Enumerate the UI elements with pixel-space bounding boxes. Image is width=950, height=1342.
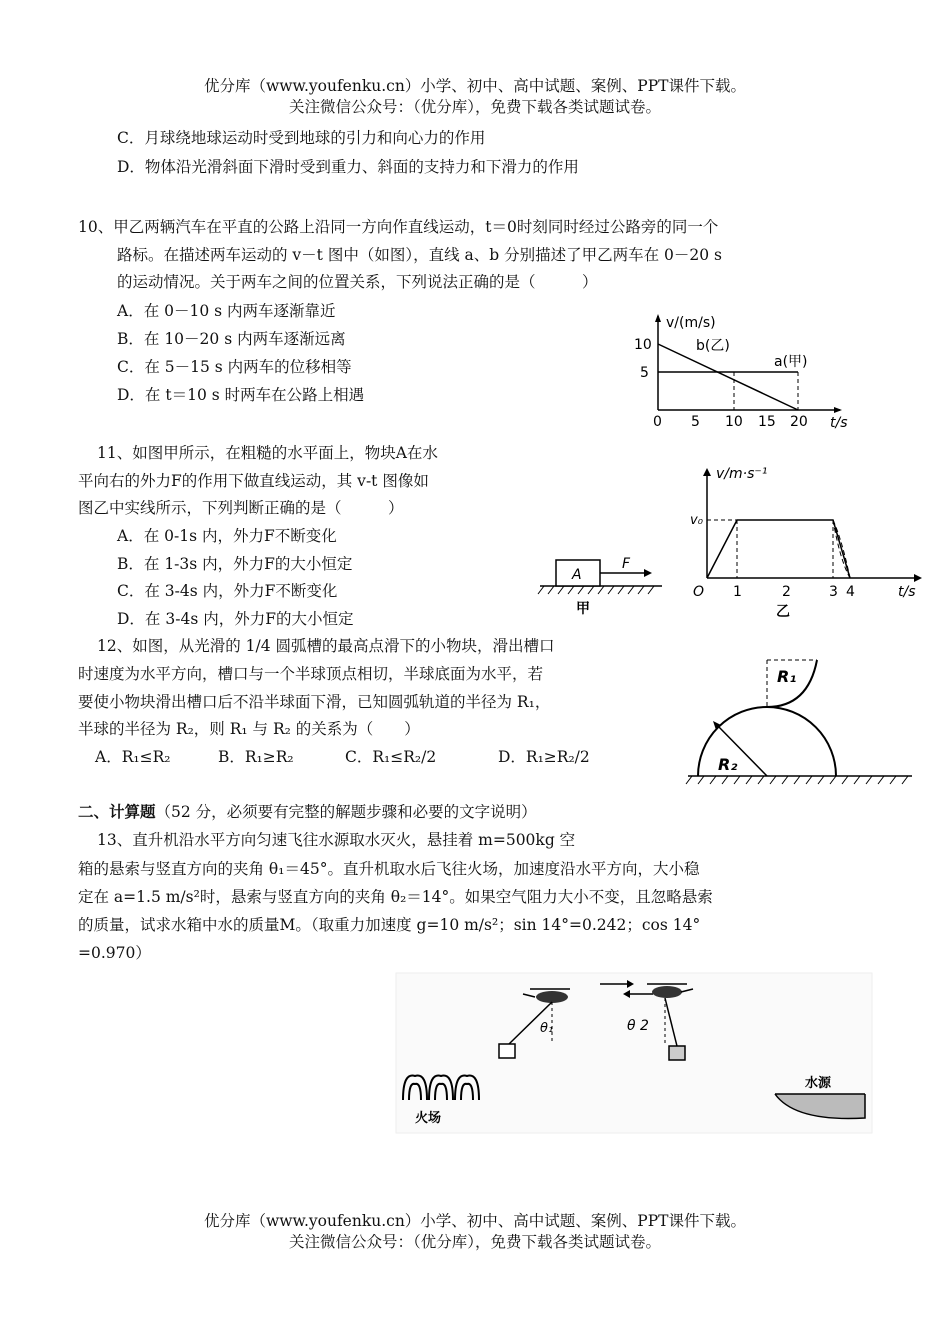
figure-jia-caption: 甲 <box>576 601 590 617</box>
q13-figure <box>395 972 875 1140</box>
q10-option-c: C．在 5－15 s 内两车的位移相等 <box>117 358 352 376</box>
q10-option-a: A．在 0－10 s 内两车逐渐靠近 <box>117 302 336 320</box>
q11-stem-line-2: 平向右的外力F的作用下做直线运动，其 v-t 图像如 <box>78 472 429 490</box>
empty-box <box>499 1044 515 1058</box>
label-r2: R₂ <box>718 755 738 774</box>
q12-stem-line-4: 半球的半径为 R₂，则 R₁ 与 R₂ 的关系为（ ） <box>78 720 420 738</box>
q12-option-d: D．R₁≥R₂/2 <box>498 748 590 766</box>
q11-option-b: B．在 1-3s 内，外力F的大小恒定 <box>117 555 353 573</box>
q10-ytick-10: 10 <box>634 337 652 353</box>
q9-option-d: D．物体沿光滑斜面下滑时受到重力、斜面的支持力和下滑力的作用 <box>117 158 579 176</box>
q10-xlabel: t/s <box>830 415 848 431</box>
block-a-label: A <box>572 567 582 583</box>
q10-label-b: b(乙) <box>696 338 730 354</box>
q11-xtick-o: O <box>693 584 705 600</box>
label-r1: R₁ <box>777 667 797 686</box>
q11-figure-yi <box>690 460 935 620</box>
q11-xtick-1: 1 <box>733 584 742 600</box>
water-label: 水源 <box>805 1076 832 1091</box>
q13-stem-line-2: 箱的悬索与竖直方向的夹角 θ₁＝45°。直升机取水后飞往火场，加速度沿水平方向，大小稳 <box>78 860 700 878</box>
q10-xtick-20: 20 <box>790 414 808 430</box>
q10-stem-line-2: 路标。在描述两车运动的 v－t 图中（如图），直线 a、b 分别描述了甲乙两车在 0－20 s <box>117 246 723 264</box>
section-2-title: 二、计算题 <box>78 802 156 821</box>
theta2-label: θ 2 <box>627 1018 649 1034</box>
q10-stem-line-1: 10、甲乙两辆汽车在平直的公路上沿同一方向作直线运动，t＝0时刻同时经过公路旁的同一个 <box>78 218 719 236</box>
figure-yi-caption: 乙 <box>776 604 790 620</box>
solid-vt-line <box>707 520 850 578</box>
q9-option-c: C．月球绕地球运动时受到地球的引力和向心力的作用 <box>117 129 486 147</box>
q10-vt-graph <box>630 310 860 430</box>
q11-option-c: C．在 3-4s 内，外力F不断变化 <box>117 582 338 600</box>
q12-stem-line-2: 时速度为水平方向，槽口与一个半球顶点相切，半球底面为水平，若 <box>78 665 544 683</box>
q10-stem-line-3: 的运动情况。关于两车之间的位置关系，下列说法正确的是（ ） <box>117 273 598 291</box>
footer-line-1: 优分库（www.youfenku.cn）小学、初中、高中试题、案例、PPT课件下载。 <box>203 1212 747 1230</box>
q13-stem-line-1: 13、直升机沿水平方向匀速飞往水源取水灭火，悬挂着 m=500kg 空 <box>97 831 576 849</box>
q10-option-b: B．在 10－20 s 内两车逐渐远离 <box>117 330 346 348</box>
q10-label-a: a(甲) <box>774 354 808 370</box>
theta1-label: θ₁ <box>540 1021 554 1036</box>
q13-stem-line-5: =0.970） <box>78 944 151 962</box>
water-box <box>669 1046 685 1060</box>
q10-xtick-10: 10 <box>725 414 743 430</box>
q11-stem-line-1: 11、如图甲所示，在粗糙的水平面上，物块A在水 <box>97 444 438 462</box>
q10-xtick-5: 5 <box>691 414 700 430</box>
q12-stem-line-1: 12、如图，从光滑的 1/4 圆弧槽的最高点滑下的小物块，滑出槽口 <box>97 637 555 655</box>
q10-ylabel: v/(m/s) <box>666 315 716 331</box>
q12-option-b: B．R₁≥R₂ <box>218 748 294 766</box>
q11-xlabel: t/s <box>898 584 916 600</box>
q13-stem-line-4: 的质量，试求水箱中水的质量M。（取重力加速度 g=10 m/s²；sin 14°=0.242；cos 14° <box>78 916 701 934</box>
q11-option-a: A．在 0-1s 内，外力F不断变化 <box>117 527 337 545</box>
footer-line-2: 关注微信公众号：（优分库），免费下载各类试题试卷。 <box>288 1233 661 1251</box>
force-label: F <box>622 556 631 572</box>
q12-stem-line-3: 要使小物块滑出槽口后不沿半球面下滑，已知圆弧轨道的半径为 R₁， <box>78 693 551 711</box>
section-2-note: （52 分，必须要有完整的解题步骤和必要的文字说明） <box>155 803 537 821</box>
q11-xtick-4: 4 <box>846 584 855 600</box>
q10-xtick-15: 15 <box>758 414 776 430</box>
q11-v0: v₀ <box>690 513 703 528</box>
q11-xtick-2: 2 <box>782 584 791 600</box>
header-line-1: 优分库（www.youfenku.cn）小学、初中、高中试题、案例、PPT课件下载。 <box>203 77 747 95</box>
q11-xtick-3: 3 <box>829 584 838 600</box>
q12-figure <box>680 652 920 787</box>
q11-ylabel: v/m·s⁻¹ <box>716 466 768 482</box>
q11-stem-line-3: 图乙中实线所示，下列判断正确的是（ ） <box>78 499 404 517</box>
q13-stem-line-3: 定在 a=1.5 m/s²时，悬索与竖直方向的夹角 θ₂＝14°。如果空气阻力大小不变，且忽略悬索 <box>78 888 713 906</box>
section-2-heading <box>78 801 537 823</box>
q11-figure-jia <box>536 550 666 620</box>
q10-option-d: D．在 t＝10 s 时两车在公路上相遇 <box>117 386 365 404</box>
q12-option-c: C．R₁≤R₂/2 <box>345 748 437 766</box>
header-line-2: 关注微信公众号：（优分库），免费下载各类试题试卷。 <box>288 98 661 116</box>
q11-option-d: D．在 3-4s 内，外力F的大小恒定 <box>117 610 354 628</box>
fire-label: 火场 <box>415 1111 442 1126</box>
q10-xtick-0: 0 <box>653 414 662 430</box>
q10-ytick-5: 5 <box>640 365 649 381</box>
q12-option-a: A．R₁≤R₂ <box>95 748 171 766</box>
